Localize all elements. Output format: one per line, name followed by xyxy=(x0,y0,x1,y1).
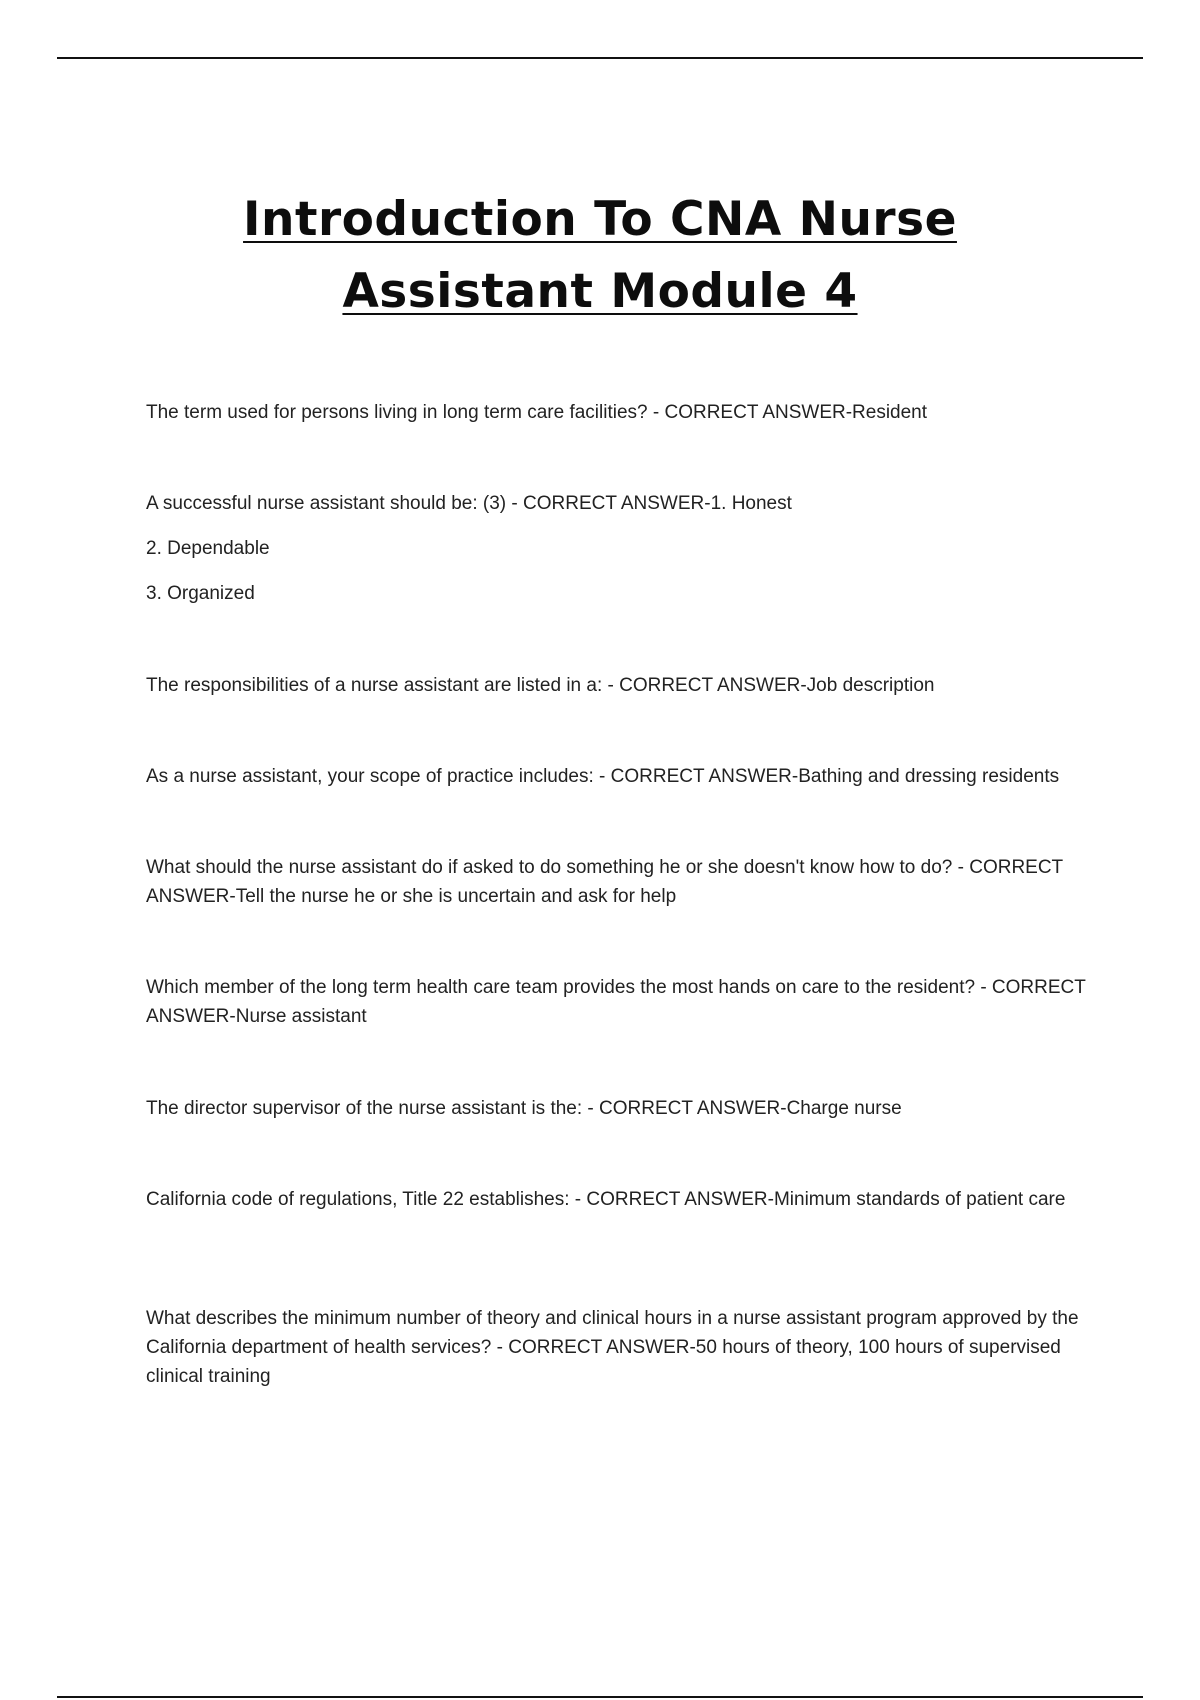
qa-item-8 xyxy=(146,1185,1096,1214)
qa-text: What describes the minimum number of theory and clinical hours in a nurse assistant program approved by the California department of health services? - CORRECT ANSWER-50 hours of theory, 100 hours of supervised clinical training xyxy=(146,1308,1079,1387)
bottom-rule xyxy=(57,1696,1143,1698)
qa-list-item: 3. Organized xyxy=(146,583,255,604)
qa-text: As a nurse assistant, your scope of practice includes: - CORRECT ANSWER-Bathing and dressing residents xyxy=(146,766,1060,787)
qa-text: California code of regulations, Title 22 establishes: - CORRECT ANSWER-Minimum standards of patient care xyxy=(146,1189,1066,1210)
qa-item-2 xyxy=(146,489,1096,608)
qa-item-4 xyxy=(146,762,1096,791)
qa-text: The responsibilities of a nurse assistant are listed in a: - CORRECT ANSWER-Job description xyxy=(146,675,935,696)
qa-item-5 xyxy=(146,853,1096,911)
qa-text: The director supervisor of the nurse assistant is the: - CORRECT ANSWER-Charge nurse xyxy=(146,1098,902,1119)
qa-item-3 xyxy=(146,671,1096,700)
title-line-2: Assistant Module 4 xyxy=(342,264,858,319)
qa-text: The term used for persons living in long term care facilities? - CORRECT ANSWER-Resident xyxy=(146,402,928,423)
qa-text: A successful nurse assistant should be: (3) - CORRECT ANSWER-1. Honest xyxy=(146,493,792,514)
qa-item-9 xyxy=(146,1304,1096,1391)
qa-item-1 xyxy=(146,398,1096,427)
qa-text: Which member of the long term health care team provides the most hands on care to the resident? - CORRECT ANSWER-Nurse assistant xyxy=(146,977,1086,1027)
qa-text: What should the nurse assistant do if asked to do something he or she doesn't know how to do? - CORRECT ANSWER-Tell the nurse he or she is uncertain and ask for help xyxy=(146,857,1063,907)
qa-list-item: 2. Dependable xyxy=(146,538,270,559)
qa-item-7 xyxy=(146,1094,1096,1123)
qa-item-6 xyxy=(146,973,1096,1031)
top-rule xyxy=(57,57,1143,59)
page-title xyxy=(0,190,1200,322)
title-line-1: Introduction To CNA Nurse xyxy=(243,192,957,247)
